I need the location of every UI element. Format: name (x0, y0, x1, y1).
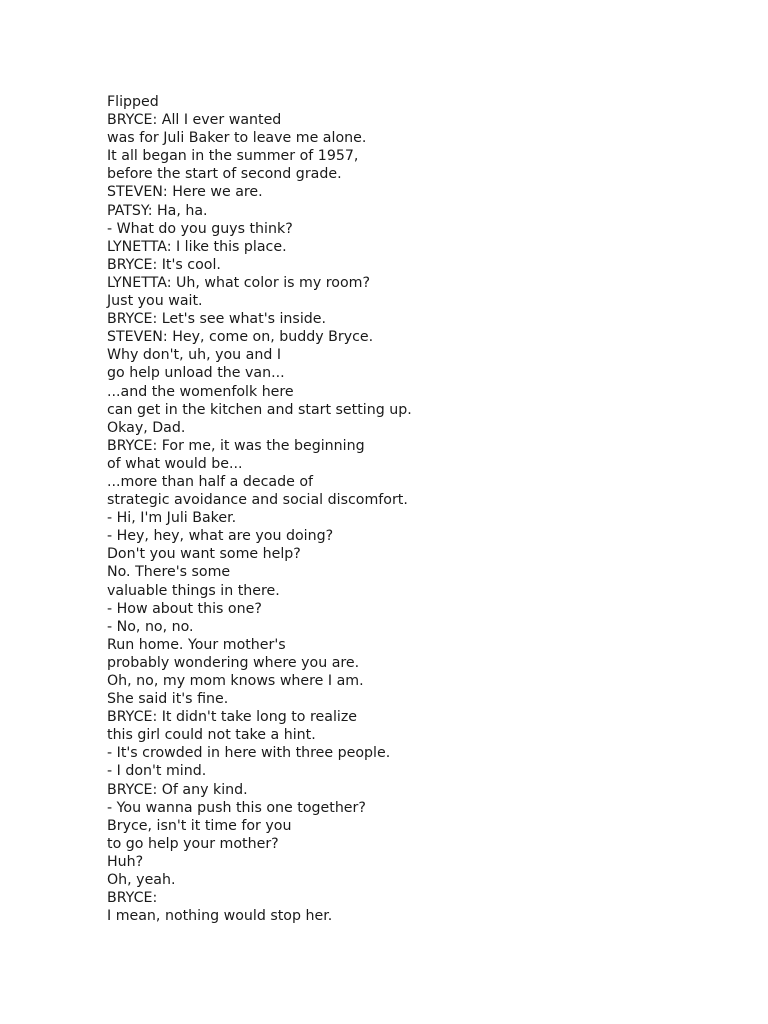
script-line: - You wanna push this one together? (107, 799, 366, 816)
script-line: to go help your mother? (107, 835, 279, 852)
script-line: STEVEN: Here we are. (107, 184, 263, 201)
script-line: strategic avoidance and social discomfort. (107, 492, 408, 509)
script-line: BRYCE: Let's see what's inside. (107, 311, 327, 328)
script-line: She said it's fine. (107, 691, 229, 708)
script-line: Bryce, isn't it time for you (107, 817, 292, 834)
script-line: can get in the kitchen and start setting up. (107, 401, 412, 418)
script-line: BRYCE: (107, 890, 158, 907)
script-line: was for Juli Baker to leave me alone. (107, 130, 367, 147)
script-line: BRYCE: Of any kind. (107, 781, 248, 798)
script-line: BRYCE: It didn't take long to realize (107, 709, 357, 726)
script-line: Oh, yeah. (107, 872, 176, 889)
script-line: - How about this one? (107, 600, 262, 617)
script-line: probably wondering where you are. (107, 654, 360, 671)
script-line: of what would be... (107, 455, 243, 472)
script-line: LYNETTA: Uh, what color is my room? (107, 274, 370, 291)
script-text (107, 93, 412, 925)
script-line: go help unload the van... (107, 365, 285, 382)
script-line: BRYCE: It's cool. (107, 256, 221, 273)
script-line: before the start of second grade. (107, 166, 342, 183)
script-line: - It's crowded in here with three people. (107, 745, 391, 762)
script-line: valuable things in there. (107, 582, 280, 599)
script-line: It all began in the summer of 1957, (107, 148, 359, 165)
script-line: Run home. Your mother's (107, 636, 286, 653)
script-line: - Hi, I'm Juli Baker. (107, 510, 237, 527)
script-line: Huh? (107, 853, 144, 870)
script-line: LYNETTA: I like this place. (107, 238, 287, 255)
script-line: PATSY: Ha, ha. (107, 202, 208, 219)
script-line: - Hey, hey, what are you doing? (107, 528, 334, 545)
script-line: No. There's some (107, 564, 231, 581)
script-line: STEVEN: Hey, come on, buddy Bryce. (107, 329, 374, 346)
script-line: Why don't, uh, you and I (107, 347, 282, 364)
script-line: Oh, no, my mom knows where I am. (107, 673, 364, 689)
script-line: I mean, nothing would stop her. (107, 908, 333, 925)
script-line: ...more than half a decade of (107, 473, 314, 490)
script-line: BRYCE: For me, it was the beginning (107, 437, 365, 454)
script-line: this girl could not take a hint. (107, 727, 316, 744)
script-line: Flipped (107, 94, 159, 110)
script-line: BRYCE: All I ever wanted (107, 112, 282, 129)
script-line: Just you wait. (107, 293, 203, 310)
script-line: Don't you want some help? (107, 546, 301, 563)
script-line: - No, no, no. (107, 618, 194, 635)
script-line: - I don't mind. (107, 763, 207, 780)
script-line: - What do you guys think? (107, 220, 293, 237)
script-line: Okay, Dad. (107, 419, 186, 436)
script-line: ...and the womenfolk here (107, 383, 294, 400)
